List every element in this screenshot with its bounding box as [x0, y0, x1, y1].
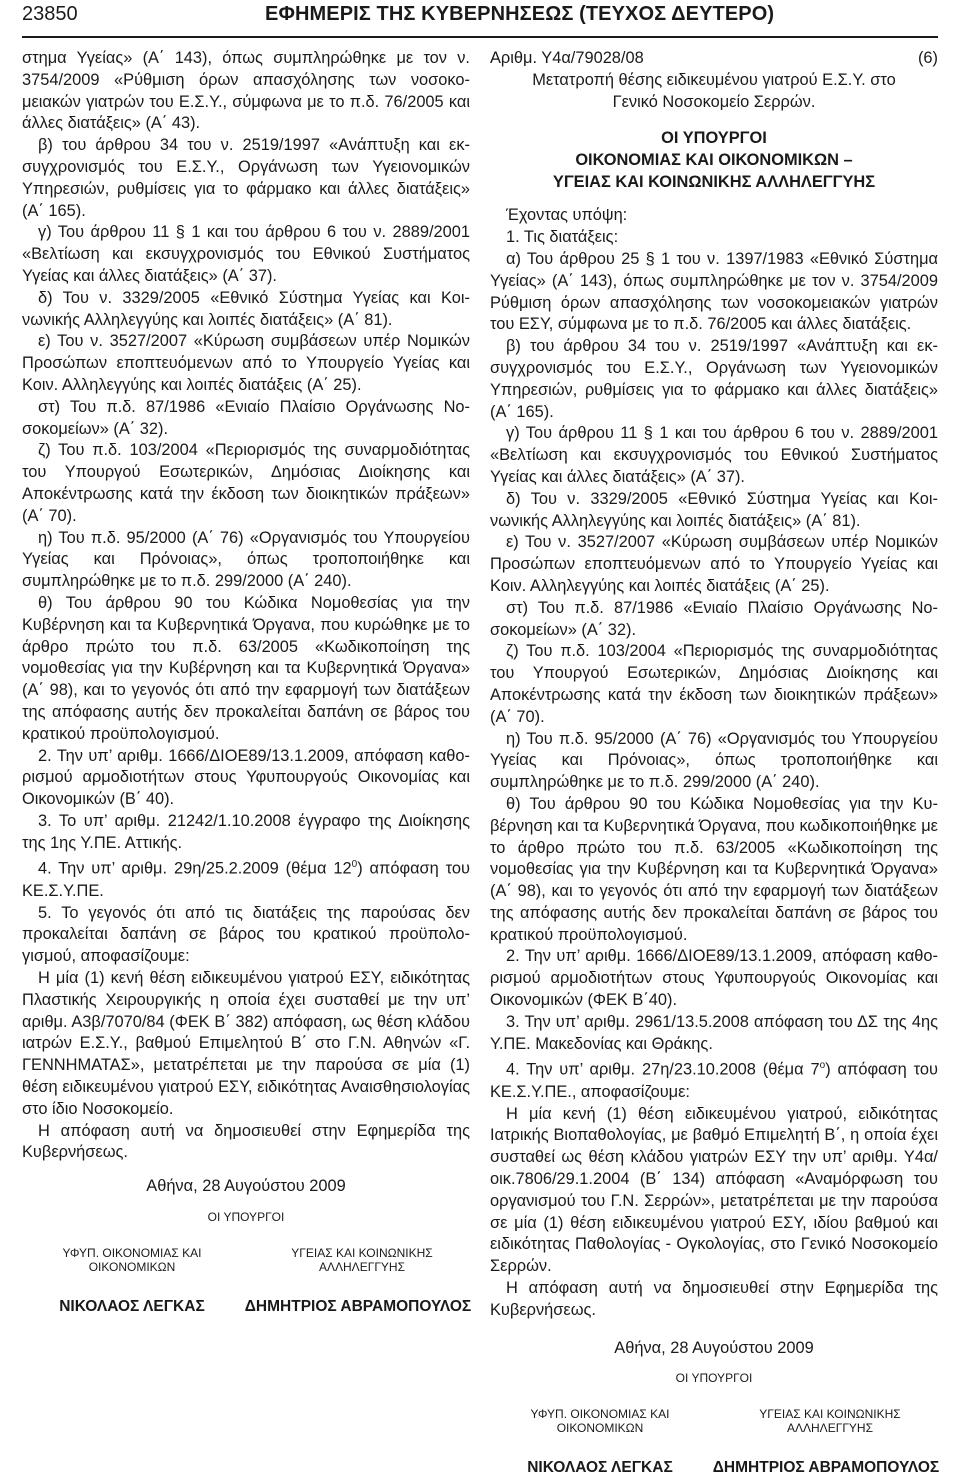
considering-label: Έχοντας υπόψη:	[506, 206, 628, 225]
left-signatory-name-health: ΔΗΜΗΤΡΙΟΣ ΑΒΡΑΜΟΠΟΥΛΟΣ	[244, 1297, 472, 1315]
ministers-heading-line: ΟΙΚΟΝΟΜΙΑΣ ΚΑΙ ΟΙΚΟΝΟΜΙΚΩΝ –	[575, 151, 853, 170]
left-paragraph: στ) Του π.δ. 87/1986 «Ενιαίο Πλαίσιο Οργάνωσης Νοσοκομείων» (Α΄ 32).	[22, 397, 470, 438]
provisions-label: 1. Τις διατάξεις:	[506, 228, 619, 247]
gazette-title: ΕΦΗΜΕΡΙΣ ΤΗΣ ΚΥΒΕΡΝΗΣΕΩΣ (ΤΕΥΧΟΣ ΔΕΥΤΕΡΟ)	[265, 3, 775, 25]
decision-header	[490, 48, 938, 70]
left-paragraph: 2. Την υπ’ αριθμ. 1666/ΔΙΟΕ89/13.1.2009, απόφαση καθορισμού αρμοδιοτήτων στους Υφυπουργούς Οικονομίας και Οικονομικών (Β΄ 40).	[22, 746, 470, 809]
right-signatory-name-finance: ΝΙΚΟΛΑΟΣ ΛΕΓΚΑΣ	[527, 1459, 673, 1477]
right-paragraph: 2. Την υπ’ αριθμ. 1666/ΔΙΟΕ89/13.1.2009, απόφαση καθορισμού αρμοδιοτήτων στους Υφυπουργούς Οικονομίας και Οικονομικών (ΦΕΚ Β΄40).	[490, 947, 938, 1010]
left-paragraph-4-tail: ) απόφαση του ΚΕ.Σ.Υ.ΠΕ.	[22, 859, 471, 900]
right-paragraph: 3. Την υπ’ αριθμ. 2961/13.5.2008 απόφαση του ΔΣ της 4ης Υ.ΠΕ. Μακεδονίας και Θράκης.	[490, 1012, 938, 1053]
left-place-date: Αθήνα, 28 Αυγούστου 2009	[146, 1177, 346, 1196]
page-header	[22, 0, 938, 38]
right-paragraph: Η απόφαση αυτή να δημοσιευθεί στην Εφημερίδα της Κυβερνήσεως.	[490, 1278, 938, 1319]
decision-index: (6)	[917, 49, 938, 67]
right-paragraph: στ) Του π.δ. 87/1986 «Ενιαίο Πλαίσιο Οργάνωσης Νοσοκομείων» (Α΄ 32).	[490, 598, 938, 639]
right-paragraph: ε) Του ν. 3527/2007 «Κύρωση συμβάσεων υπέρ Νομικών Προσώπων εποπτευόμενων από το Υπουργείο Υγείας και Κοιν. Αλληλεγγύης και λοιπές διατάξεις (Α΄ 25).	[490, 533, 938, 595]
left-signatory-name-finance: ΝΙΚΟΛΑΟΣ ΛΕΓΚΑΣ	[59, 1297, 205, 1315]
left-paragraph: δ) Του ν. 3329/2005 «Εθνικό Σύστημα Υγείας και Κοινωνικής Αλληλεγγύης και λοιπές διατάξεις» (Α΄ 81).	[22, 288, 470, 329]
left-signature-block	[22, 1210, 470, 1320]
role-line: ΥΓΕΙΑΣ ΚΑΙ ΚΟΙΝΩΝΙΚΗΣ	[759, 1407, 901, 1422]
right-paragraph: ζ) Του π.δ. 103/2004 «Περιορισμός της συναρμοδιότητας του Υπουργού Εσωτερικών, Δημόσιας Διοίκησης και Αποκέντρωσης κατά την έκδοση των διοικητικών πράξεων» (Α΄ 70).	[490, 642, 938, 726]
left-paragraph: ζ) Του π.δ. 103/2004 «Περιορισμός της συναρμοδιότητας του Υπουργού Εσωτερικών, Δημόσιας Διοίκησης και Αποκέντρωσης κατά την έκδοση των διοικητικών πράξεων» (Α΄ 70).	[22, 441, 470, 525]
right-paragraph: θ) Του άρθρου 90 του Κώδικα Νομοθεσίας για την Κυβέρνηση και τα Κυβερνητικά Όργανα, που κωδικοποιήθηκε με το άρθρο πρώτο του π.δ. 63/2005 «Κωδικοποίηση της νομοθεσίας για την Κυβέρνηση και τα Κυβερνητικά Όργανα» (Α΄ 98), και το γεγονός ότι από την εφαρμογή των διατάξεων της απόφασης αυτής δεν προκαλείται δαπάνη σε βάρος του κρατικού προϋπολογισμού.	[490, 794, 938, 944]
left-paragraph: στημα Υγείας» (Α΄ 143), όπως συμπληρώθηκε με τον ν. 3754/2009 «Ρύθμιση όρων απασχόλησης των νοσοκομειακών γιατρών του Ε.Σ.Υ., σύμφωνα με το π.δ. 76/2005 και άλλες διατάξεις» (Α΄ 43).	[22, 49, 470, 133]
right-signature-role-health	[730, 1407, 930, 1435]
right-paragraph: α) Του άρθρου 25 § 1 του ν. 1397/1983 «Εθνικό Σύστημα Υγείας» (Α΄ 143), όπως συμπληρώθηκε με τον ν. 3754/2009 Ρύθμιση όρων απασχόλησης των νοσοκομειακών γιατρών του ΕΣΥ, σύμφωνα με το π.δ. 76/2005 και άλλες διατάξεις.	[490, 249, 938, 334]
right-paragraph: δ) Του ν. 3329/2005 «Εθνικό Σύστημα Υγείας και Κοινωνικής Αλληλεγγύης και λοιπές διατάξεις» (Α΄ 81).	[490, 489, 938, 530]
right-paragraph-4-tail: ) απόφαση του ΚΕ.Σ.Υ.ΠΕ., αποφασίζουμε:	[490, 1060, 939, 1101]
ministers-heading	[490, 127, 938, 193]
role-line: ΥΦΥΠ. ΟΙΚΟΝΟΜΙΑΣ ΚΑΙ	[530, 1407, 670, 1422]
right-paragraph-4-text: 4. Την υπ’ αριθμ. 27η/23.10.2008 (θέμα 7	[506, 1060, 820, 1079]
left-paragraph: β) του άρθρου 34 του ν. 2519/1997 «Ανάπτυξη και εκσυγχρονισμός του Ε.Σ.Υ., Οργάνωση των Υγειονομικών Υπηρεσιών, ρυθμίσεις για το φάρμακο και άλλες διατάξεις» (Α΄ 165).	[22, 136, 470, 220]
page-number: 23850	[22, 3, 78, 25]
right-paragraph-4	[490, 1055, 938, 1103]
left-paragraph: θ) Του άρθρου 90 του Κώδικα Νομοθεσίας για την Κυβέρνηση και τα Κυβερνητικά Όργανα, που κυρώθηκε με το άρθρο πρώτο του π.δ. 63/2005 «Κωδικοποίηση της νομοθεσίας για την Κυβέρνηση και τα Κυβερνητικά Όργανα» (Α΄ 98), και το γεγονός ότι από την εφαρμογή των διατάξεων της απόφασης αυτής δεν προκαλείται δαπάνη σε βάρος του κρατικού προϋπολογισμού.	[22, 593, 470, 743]
left-paragraph-4	[22, 854, 470, 902]
right-paragraph: Η μία κενή (1) θέση ειδικευμένου γιατρού, ειδικότητας Ιατρικής Βιοπαθολογίας, με βαθμό Επιμελητή Β΄, η οποία έχει συσταθεί ως θέση κλάδου γιατρών ΕΣΥ την υπ’ αριθμ. Υ4α/οικ.7806/29.1.2004 (Β΄ 134) απόφαση «Αναμόρφωση του οργανισμού του Γ.Ν. Σερρών», μετατρέπεται με την παρούσα σε μία (1) θέση ειδικευμένου γιατρού ΕΣΥ, ιδίου βαθμού και ειδικότητας Παθολογίας - Ογκολογίας, στο Γενικό Νοσοκομείο Σερρών.	[490, 1104, 938, 1276]
role-line: ΥΓΕΙΑΣ ΚΑΙ ΚΟΙΝΩΝΙΚΗΣ	[291, 1245, 433, 1260]
left-paragraph: ε) Του ν. 3527/2007 «Κύρωση συμβάσεων υπέρ Νομικών Προσώπων εποπτευόμενων από το Υπουργείο Υγείας και Κοιν. Αλληλεγγύης και λοιπές διατάξεις (Α΄ 25).	[22, 332, 470, 394]
left-signature-role-finance	[42, 1246, 222, 1274]
role-line: ΑΛΛΗΛΕΓΓΥΗΣ	[318, 1259, 406, 1274]
right-signatory-name-health: ΔΗΜΗΤΡΙΟΣ ΑΒΡΑΜΟΠΟΥΛΟΣ	[712, 1459, 940, 1477]
role-line: ΥΦΥΠ. ΟΙΚΟΝΟΜΙΑΣ ΚΑΙ	[62, 1245, 202, 1260]
ministers-heading-line: ΟΙ ΥΠΟΥΡΓΟΙ	[661, 129, 767, 148]
left-signature-role-health	[262, 1246, 462, 1274]
right-signature-ministers: ΟΙ ΥΠΟΥΡΓΟΙ	[675, 1371, 753, 1386]
right-paragraph: γ) Του άρθρου 11 § 1 και του άρθρου 6 του ν. 2889/2001 «Βελτίωση και εκσυγχρονισμός του Εθνικού Συστήματος Υγείας και άλλες διατάξεις» (Α΄ 37).	[490, 424, 938, 486]
right-column	[490, 48, 938, 1481]
right-paragraph: η) Του π.δ. 95/2000 (Α΄ 76) «Οργανισμός του Υπουργείου Υγείας και Πρόνοιας», όπως τροποποιήθηκε και συμπληρώθηκε με το π.δ. 299/2000 (Α΄ 240).	[490, 729, 938, 792]
decision-number: Αριθμ. Υ4α/79028/08	[490, 49, 644, 67]
right-signature-block	[490, 1371, 938, 1481]
left-paragraph: Η μία (1) κενή θέση ειδικευμένου γιατρού ΕΣΥ, ειδικότητας Πλαστικής Χειρουργικής η οποία έχει συσταθεί με την υπ’ αριθμ. Α3β/7070/84 (ΦΕΚ Β΄ 382) απόφαση, ως θέση κλάδου ιατρών Ε.Σ.Υ., βαθμού Επιμελητού Β΄ στο Γ.Ν. Αθηνών «Γ. ΓΕΝΝΗΜΑΤΑΣ», μετατρέπεται με την παρούσα σε μία (1) θέση ειδικευμένου γιατρού ΕΣΥ, ειδικότητας Αναισθησιολογίας στο ίδιο Νοσοκομείο.	[22, 968, 470, 1118]
role-line: ΟΙΚΟΝΟΜΙΚΩΝ	[88, 1259, 176, 1274]
right-place-date: Αθήνα, 28 Αυγούστου 2009	[614, 1338, 814, 1357]
decision-subject: Μετατροπή θέσης ειδικευμένου γιατρού Ε.Σ.Υ. στο Γενικό Νοσοκομείο Σερρών.	[532, 70, 896, 111]
left-paragraph: η) Του π.δ. 95/2000 (Α΄ 76) «Οργανισμός του Υπουργείου Υγείας και Πρόνοιας», όπως τροποποιήθηκε και συμπληρώθηκε με το π.δ. 299/2000 (Α΄ 240).	[22, 528, 470, 591]
left-paragraph: γ) Του άρθρου 11 § 1 και του άρθρου 6 του ν. 2889/2001 «Βελτίωση και εκσυγχρονισμός του Εθνικού Συστήματος Υγείας και άλλες διατάξεις» (Α΄ 37).	[22, 223, 470, 285]
left-column	[22, 48, 470, 1320]
left-paragraph: 3. Το υπ’ αριθμ. 21242/1.10.2008 έγγραφο της Διοίκησης της 1ης Υ.ΠΕ. Αττικής.	[22, 811, 470, 852]
left-paragraph-4-text: 4. Την υπ’ αριθμ. 29η/25.2.2009 (θέμα 12	[38, 859, 352, 878]
right-paragraph: β) του άρθρου 34 του ν. 2519/1997 «Ανάπτυξη και εκσυγχρονισμός του Ε.Σ.Υ., Οργάνωση των Υγειονομικών Υπηρεσιών, ρυθμίσεις για το φάρμακο και άλλες διατάξεις» (Α΄ 165).	[490, 337, 938, 421]
role-line: ΑΛΛΗΛΕΓΓΥΗΣ	[786, 1421, 874, 1436]
header-divider	[22, 36, 938, 38]
left-signature-ministers: ΟΙ ΥΠΟΥΡΓΟΙ	[207, 1209, 285, 1224]
right-signature-role-finance	[510, 1407, 690, 1435]
right-paragraph-4-sup: ο	[819, 1060, 826, 1072]
left-paragraph-4-sup: 0	[351, 859, 358, 871]
left-paragraph: 5. Το γεγονός ότι από τις διατάξεις της παρούσας δεν προκαλείται δαπάνη σε βάρος του κρατικού προϋπολογισμού, αποφασίζουμε:	[22, 903, 470, 966]
role-line: ΟΙΚΟΝΟΜΙΚΩΝ	[556, 1421, 644, 1436]
ministers-heading-line: ΥΓΕΙΑΣ ΚΑΙ ΚΟΙΝΩΝΙΚΗΣ ΑΛΛΗΛΕΓΓΥΗΣ	[552, 173, 876, 192]
left-paragraph: Η απόφαση αυτή να δημοσιευθεί στην Εφημερίδα της Κυβερνήσεως.	[22, 1121, 470, 1162]
